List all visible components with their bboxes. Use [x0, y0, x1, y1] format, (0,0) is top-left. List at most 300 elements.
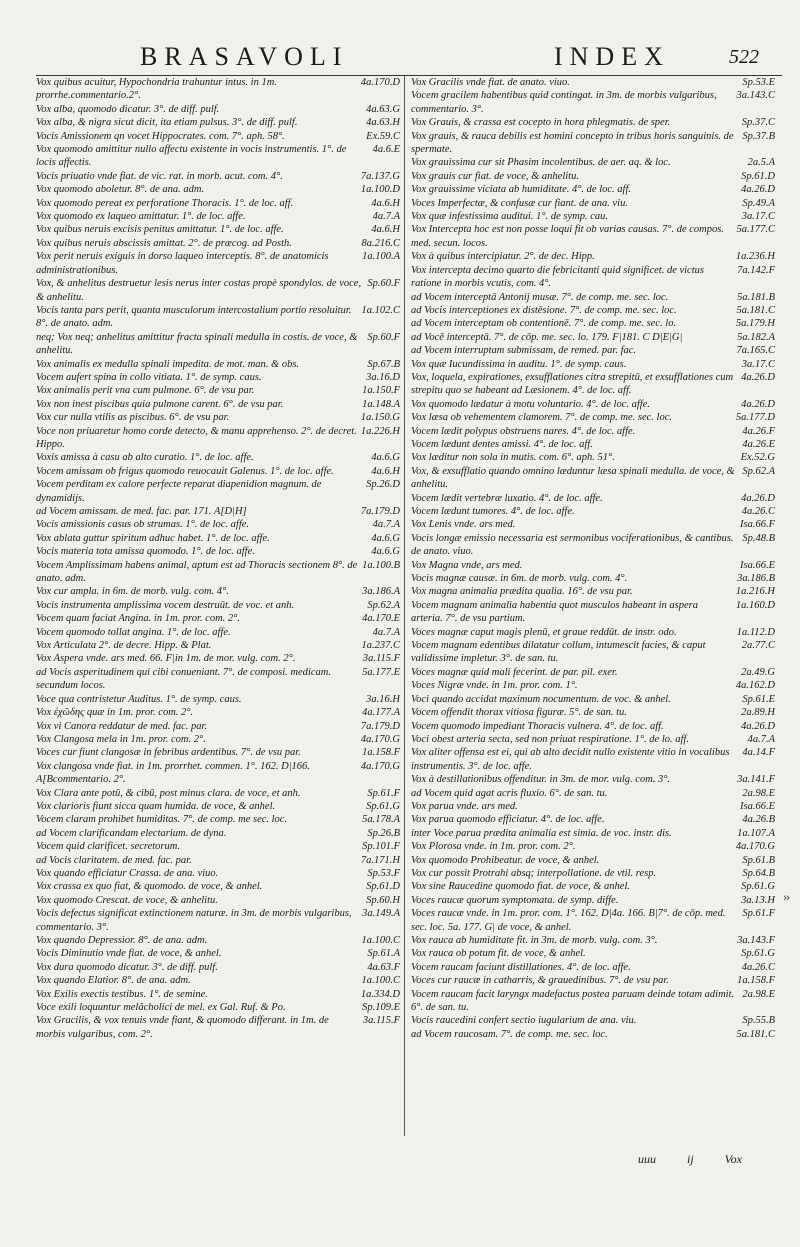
entry-reference: 4a.170.G [735, 841, 775, 853]
entry-text: Voces raucæ quorum symptomata. de symp. diffe. [411, 894, 619, 906]
entry-reference: Sp.37.C [741, 117, 775, 129]
index-entry [36, 706, 400, 719]
entry-reference: Sp.53.F [367, 867, 400, 879]
index-entry [411, 572, 775, 585]
entry-text: Vox cur nulla vtilis as piscibus. 6°. de vsu par. [36, 412, 230, 424]
entry-text: Vocem quid clarificet. secretorum. [36, 841, 180, 853]
entry-reference: 1a.100.D [360, 184, 400, 196]
index-entry [411, 505, 775, 518]
entry-text: Vox grauis, & rauca debilis est homini concepto in tribus horis sanguinis. de spermate. [411, 130, 734, 156]
running-header [18, 38, 782, 78]
entry-text: Vocem magnam animalia habentia quot musculos habeant in aspera arteria. 7°. de vsu partium. [411, 599, 698, 625]
index-entry [36, 961, 400, 974]
entry-reference: 5a.179.H [735, 318, 775, 330]
index-entry [411, 438, 775, 451]
index-entry [411, 451, 775, 464]
index-entry [411, 639, 775, 666]
entry-text: Vocis tanta pars perit, quanta musculorum intercostalium portio resoluitur. 8°. de anato. adm. [36, 304, 352, 330]
entry-reference: 7a.179.D [360, 720, 400, 732]
index-entry [411, 264, 775, 291]
page-number: 522 [729, 46, 759, 68]
entry-reference: Ex.59.C [366, 130, 400, 142]
entry-text: Vox perit neruis exiguis in dorso laqueo interceptis. 8°. de anatomicis administrationibus. [36, 251, 329, 276]
index-entry [411, 813, 775, 826]
entry-text: Vox Clara ante potū, & cibū, post minus clara. de voce, et anh. [36, 787, 301, 799]
index-entry [36, 813, 400, 826]
index-entry [411, 934, 775, 947]
header-author: BRASAVOLI [140, 42, 349, 71]
entry-text: Vox dura quomodo dicatur. 3°. de diff. pulf. [36, 961, 218, 973]
index-entry [36, 639, 400, 652]
entry-text: Voxis amissa à casu ab alto curatio. 1°. de loc. affe. [36, 452, 254, 464]
margin-mark: » [783, 890, 790, 905]
entry-text: Vox grauis cur fiat. de voce, & anhelitu. [411, 170, 579, 182]
entry-reference: Isa.66.E [740, 559, 775, 571]
entry-text: Vox quæ infestissima auditui. 1°. de symp. cau. [411, 211, 608, 223]
entry-text: Vox quomodo lædatur à motu voluntario. 4°. de loc. affe. [411, 398, 650, 410]
entry-reference: 2a.5.A [747, 157, 775, 169]
entry-reference: Isa.66.F [740, 519, 775, 531]
entry-text: Voces cur fiunt clangosæ in febribus ardentibus. 7°. de vsu par. [36, 747, 301, 759]
entry-text: Vox quibus neruis excisis penitus amittatur. 1°. de loc. affe. [36, 224, 284, 236]
entry-reference: 4a.170.G [360, 733, 400, 745]
entry-reference: 4a.170.D [360, 77, 400, 88]
entry-reference: 1a.100.B [362, 559, 400, 571]
index-entry [411, 425, 775, 438]
entry-text: neq; Vox neq; anhelitus amittitur fracta spinali medulla in costis. de voce, & anhelitu. [36, 331, 358, 357]
entry-reference: Sp.64.B [742, 867, 775, 879]
left-column [36, 76, 400, 1041]
entry-text: Vox quomodo amittitur nullo affectu existente in vocis instrumentis. 1°. de locis affectis. [36, 144, 347, 169]
entry-text: Vocem lædit vertebræ luxatio. 4°. de loc. affe. [411, 492, 603, 504]
entry-reference: 4a.6.G [371, 452, 400, 464]
entry-text: Vox rauca ob potum fit. de voce, & anhel. [411, 948, 586, 960]
entry-reference: 3a.16.D [366, 371, 400, 383]
entry-reference: 7a.179.D [360, 506, 400, 517]
entry-reference: Sp.61.D [741, 170, 775, 182]
entry-reference: 4a.26.C [741, 961, 775, 973]
entry-text: Vocem lædit polypus obstruens nares. 4°. de loc. affe. [411, 425, 636, 437]
entry-text: Vox magna animalia prædita qualia. 16°. de vsu par. [411, 586, 633, 598]
entry-text: Vocem aufert spina in collo vitiata. 1°. de symp. caus. [36, 371, 262, 383]
entry-reference: 4a.162.D [735, 680, 775, 692]
entry-reference: Sp.109.E [362, 1002, 400, 1014]
entry-text: ad Vocē interceptā. 7°. de cōp. me. sec. lo. 179. F|181. C D|E|G| [411, 331, 683, 343]
index-entry [36, 612, 400, 625]
entry-text: Vox alba, & nigra sicut dicit, ita etiam pulsus. 3°. de diff. pulf. [36, 117, 298, 129]
index-entry [411, 854, 775, 867]
entry-text: Vox quomodo aboletur. 8°. de ana. adm. [36, 184, 205, 196]
entry-text: Vox Grauis, & crassa est cocepto in hora phlegmatis. de sper. [411, 117, 671, 129]
index-entry [411, 371, 775, 398]
entry-text: Vocem lædunt tumores. 4°. de loc. affe. [411, 506, 575, 517]
entry-text: Vocem Amplissimam habens animal, aptum est ad Thoracis sectionem 8°. de anato. adm. [36, 559, 358, 585]
entry-text: Vox læditur non sola in mutis. com. 6°. aph. 51°. [411, 452, 615, 464]
entry-reference: Isa.66.E [740, 800, 775, 812]
entry-text: Vox grauissima cur sit Phasim incolentibus. de aer. aq. & loc. [411, 157, 671, 169]
index-entry [36, 720, 400, 733]
entry-reference: 5a.181.C [736, 304, 775, 316]
entry-reference: 5a.177.D [735, 412, 775, 424]
index-entry [411, 183, 775, 196]
entry-reference: 4a.6.G [371, 532, 400, 544]
index-entry [411, 974, 775, 987]
entry-text: Voces Nigræ vnde. in 1m. pror. com. 1°. [411, 680, 578, 692]
index-entry [411, 344, 775, 357]
entry-text: Voci quando accidat maximum nocumentum. de voc. & anhel. [411, 693, 671, 705]
entry-text: Vox quando Depressior. 8°. de ana. adm. [36, 935, 208, 946]
entry-reference: 1a.158.F [362, 747, 400, 759]
entry-reference: 4a.177.A [362, 707, 400, 719]
index-entry [36, 760, 400, 787]
index-entry [411, 599, 775, 626]
entry-text: Vocem magnam edentibus dilatatur collum, intumescit facies, & caput validissime impletur. 3°. de san. tu. [411, 640, 706, 665]
entry-reference: 5a.177.E [362, 666, 400, 678]
entry-text: Vox animalis perit vna cum pulmone. 6°. de vsu par. [36, 385, 255, 397]
entry-text: Vocis longæ emissio necessaria est sermonibus vociferationibus, & cantibus. de anato. viuo. [411, 532, 734, 558]
entry-reference: 8a.216.C [361, 237, 400, 249]
index-entry [36, 116, 400, 129]
index-entry [411, 827, 775, 840]
index-entry [36, 934, 400, 947]
entry-text: Vox Intercepta hoc est non posse loqui fit ob varias causas. 7°. de compos. med. secun. locos. [411, 224, 724, 249]
entry-text: Vox Exilis exectis testibus. 1°. de semine. [36, 988, 208, 1000]
header-title: INDEX [554, 42, 670, 71]
entry-text: Vocem gracilem habentibus quid contingat. in 3m. de morbis vulgaribus, commentario. 3°. [411, 90, 717, 115]
index-entry [411, 89, 775, 116]
entry-text: ad Vocem interceptā Antonij musæ. 7°. de comp. me. sec. loc. [411, 291, 669, 303]
index-entry [36, 277, 400, 304]
index-entry [411, 156, 775, 169]
entry-text: ad Vocem amissam. de med. fac. par. 171. A[D|H] [36, 506, 247, 517]
index-entry [411, 880, 775, 893]
entry-reference: 1a.150.G [360, 412, 400, 424]
entry-text: Vox cur possit Protrahi absq; interpollatione. de vtil. resp. [411, 867, 657, 879]
entry-reference: Sp.26.B [367, 827, 400, 839]
entry-reference: Sp.61.A [367, 948, 400, 960]
index-entry [36, 894, 400, 907]
entry-reference: Sp.61.F [742, 908, 775, 920]
entry-text: Vox quando efficiatur Crassa. de ana. viuo. [36, 867, 219, 879]
page-footer [638, 1152, 742, 1167]
index-entry [36, 599, 400, 612]
entry-text: ad Vocem quid agat acris fluxio. 6°. de san. tu. [411, 787, 608, 799]
index-entry [36, 947, 400, 960]
entry-text: Vocis defectus significat extinctionem naturæ. in 3m. de morbis vulgaribus, commentario. 3°. [36, 908, 352, 933]
index-entry [36, 451, 400, 464]
entry-reference: 4a.7.A [747, 733, 775, 745]
entry-reference: 4a.63.G [366, 103, 400, 115]
entry-text: Vox quomodo Prohibeatur. de voce, & anhel. [411, 854, 600, 866]
entry-reference: Sp.60.H [366, 894, 400, 906]
index-entry [411, 787, 775, 800]
entry-reference: 4a.26.D [741, 492, 775, 504]
entry-reference: 4a.170.E [362, 613, 400, 625]
index-entry [36, 867, 400, 880]
entry-reference: Sp.61.D [366, 881, 400, 893]
index-entry [36, 371, 400, 384]
index-entry [411, 800, 775, 813]
entry-reference: Sp.60.F [367, 331, 400, 343]
index-entry [36, 505, 400, 518]
entry-reference: Sp.61.E [742, 693, 775, 705]
entry-text: Vocem raucam facit laryngx madefactus postea paruam deinde totam adimit. 6°. de san. tu. [411, 988, 735, 1014]
entry-reference: 4a.7.A [372, 519, 400, 531]
entry-reference: 4a.26.F [742, 425, 775, 437]
entry-text: Vocis magnæ causæ. in 6m. de morb. vulg. com. 4°. [411, 573, 628, 585]
entry-reference: 1a.100.A [362, 251, 400, 263]
entry-reference: 1a.100.C [361, 935, 400, 946]
entry-reference: 3a.16.H [366, 693, 400, 705]
entry-reference: 3a.186.B [737, 573, 775, 585]
index-entry [36, 974, 400, 987]
index-entry [36, 210, 400, 223]
index-entry [411, 518, 775, 531]
index-entry [36, 907, 400, 934]
entry-reference: 1a.236.H [735, 251, 775, 263]
index-entry [411, 988, 775, 1015]
entry-text: Vocem quam faciat Angina. in 1m. pror. com. 2°. [36, 613, 240, 625]
index-entry [411, 317, 775, 330]
entry-reference: 2a.98.E [742, 988, 775, 1000]
entry-text: ad Vocem interruptam submissam, de remed. par. fac. [411, 345, 637, 357]
index-entry [36, 559, 400, 586]
entry-text: Vocem offendit thorax vitiosa figuræ. 5°. de san. tu. [411, 707, 627, 719]
index-entry [36, 103, 400, 116]
entry-reference: 5a.182.A [737, 331, 775, 343]
index-entry [411, 331, 775, 344]
entry-reference: 2a.98.E [742, 787, 775, 799]
entry-text: Vox ἐχῶδης quæ in 1m. pror. com. 2°. [36, 707, 194, 719]
entry-reference: Sp.55.B [742, 1015, 775, 1027]
index-entry [411, 720, 775, 733]
entry-reference: 1a.334.D [360, 988, 400, 1000]
entry-text: Vox quomodo ex laqueo amittatur. 1°. de loc. affe. [36, 211, 246, 223]
entry-reference: 4a.26.D [741, 184, 775, 196]
index-entry [411, 532, 775, 559]
entry-reference: 7a.171.H [360, 854, 400, 866]
entry-text: Vox quibus acuitur, Hypochondria trahuntur intus. in 1m. prorrhe.commentario.2°. [36, 77, 277, 102]
entry-text: ad Vocem clarificandam electarium. de dyna. [36, 827, 227, 839]
entry-reference: 4a.6.H [371, 224, 400, 236]
entry-text: Vox quomodo pereat ex perforatione Thoracis. 1°. de loc. aff. [36, 197, 294, 209]
entry-reference: Sp.60.F [367, 278, 400, 290]
index-entry [36, 666, 400, 693]
index-entry [36, 76, 400, 103]
entry-text: ad Vocis claritatem. de med. fac. par. [36, 854, 192, 866]
index-entry [411, 666, 775, 679]
index-entry [411, 706, 775, 719]
index-entry [36, 827, 400, 840]
entry-text: Voces raucæ vnde. in 1m. pror. com. 1°. 162. D|4a. 166. B|7°. de cōp. med. sec. loc. 5a. 177. G| de voce, & anhel. [411, 908, 726, 933]
entry-reference: 4a.6.E [372, 144, 400, 156]
entry-reference: Sp.61.G [366, 800, 400, 812]
entry-text: Vox non inest piscibus quia pulmone carent. 6°. de vsu par. [36, 398, 284, 410]
index-entry [411, 867, 775, 880]
entry-reference: Sp.61.B [742, 854, 775, 866]
index-entry [411, 840, 775, 853]
index-entry [411, 773, 775, 786]
entry-text: Vocis materia tota amissa quomodo. 1°. de loc. affe. [36, 546, 255, 558]
index-entry [36, 585, 400, 598]
entry-text: ad Vocis interceptiones ex distēsione. 7°. de comp. me. sec. loc. [411, 304, 677, 316]
entry-text: Vox Gracilis, & vox tenuis vnde fiant, & quomodo differant. in 1m. de morbis vulgaribus, com. 2°. [36, 1015, 329, 1040]
entry-reference: 4a.26.C [741, 506, 775, 517]
index-entry [36, 143, 400, 170]
entry-text: Vox, & anhelitus destruetur lesis nerus inter costas propè spondylos. de voce, & anhelitu. [36, 278, 362, 303]
index-entry [36, 800, 400, 813]
index-entry [36, 478, 400, 505]
entry-text: Vox alba, quomodo dicatur. 3°. de diff. pulf. [36, 103, 220, 115]
entry-reference: 3a.115.F [362, 1015, 400, 1027]
entry-text: Vocem claram prohibet humiditas. 7°. de comp. me sec. loc. [36, 814, 288, 826]
entry-text: Voces magnæ caput magis plenū, et graue reddūt. de instr. odo. [411, 626, 677, 638]
index-entry [411, 1014, 775, 1027]
entry-text: Vocem lædunt dentes amissi. 4°. de loc. aff. [411, 438, 593, 450]
entry-text: Vox parua quomodo efficiatur. 4°. de loc. affe. [411, 814, 605, 826]
entry-reference: Sp.62.A [742, 465, 775, 477]
index-entry [36, 787, 400, 800]
entry-reference: 3a.186.A [362, 586, 400, 598]
entry-reference: 1a.148.A [362, 398, 400, 410]
entry-text: Vox animalis ex medulla spinali impedita. de mot. man. & obs. [36, 358, 300, 370]
index-entry [36, 693, 400, 706]
entry-reference: Sp.53.E [742, 77, 775, 88]
entry-reference: 4a.63.F [367, 961, 400, 973]
index-entry [36, 384, 400, 397]
entry-text: Voces cur raucæ in catharris, & grauedinibus. 7°. de vsu par. [411, 975, 669, 987]
entry-reference: 3a.141.F [737, 774, 775, 786]
entry-text: Vox quibus neruis abscissis amittat. 2°. de præcog. ad Posth. [36, 237, 292, 249]
index-entry [411, 210, 775, 223]
entry-text: Vox Lenis vnde. ars med. [411, 519, 516, 531]
entry-reference: 2a.77.C [741, 640, 775, 652]
entry-text: Vox cur ampla. in 6m. de morb. vulg. com. 4°. [36, 586, 229, 598]
entry-reference: 1a.216.H [735, 586, 775, 598]
entry-reference: Sp.101.F [362, 841, 400, 853]
entry-text: Vox vi Canora reddatur de med. fac. par. [36, 720, 208, 732]
index-entry [411, 585, 775, 598]
entry-text: Voces Imperfectæ, & confusæ cur fiant. de ana. viu. [411, 197, 628, 209]
index-entry [411, 693, 775, 706]
entry-text: Voces magnæ quid mali fecerint. de par. pil. exer. [411, 666, 618, 678]
entry-reference: 3a.17.C [741, 358, 775, 370]
entry-reference: Sp.67.B [367, 358, 400, 370]
entry-reference: 2a.49.G [741, 666, 775, 678]
index-entry [36, 626, 400, 639]
index-entry [411, 76, 775, 89]
index-entry [36, 1014, 400, 1041]
catchword: Vox [724, 1152, 742, 1166]
entry-reference: 3a.143.C [736, 90, 775, 102]
index-entry [411, 398, 775, 411]
entry-reference: Sp.26.D [366, 479, 400, 491]
entry-reference: 5a.177.C [736, 224, 775, 236]
entry-reference: 5a.181.C [736, 1028, 775, 1040]
entry-text: Vox Articulata 2°. de decre. Hipp. & Plat. [36, 640, 212, 652]
index-entry [36, 518, 400, 531]
index-entry [36, 398, 400, 411]
entry-reference: 4a.6.H [371, 465, 400, 477]
index-entry [411, 733, 775, 746]
entry-reference: Ex.52.G [740, 452, 775, 464]
entry-reference: 4a.26.E [742, 438, 775, 450]
index-entry [411, 130, 775, 157]
entry-text: Vocis amissionis casus ob strumas. 1°. de loc. affe. [36, 519, 250, 531]
index-entry [411, 492, 775, 505]
index-entry [36, 358, 400, 371]
index-entry [36, 130, 400, 143]
entry-reference: 3a.13.H [741, 894, 775, 906]
index-entry [36, 331, 400, 358]
index-entry [36, 840, 400, 853]
index-entry [411, 223, 775, 250]
entry-text: Voce qua contristetur Auditus. 1°. de symp. caus. [36, 693, 242, 705]
entry-reference: 4a.170.G [360, 760, 400, 772]
entry-text: Vocis priuatio vnde fiat. de vic. rat. in morb. acut. com. 4°. [36, 170, 283, 182]
index-entry [411, 291, 775, 304]
index-entry [411, 626, 775, 639]
entry-reference: 1a.237.C [361, 640, 400, 652]
entry-text: Vocis Diminutio vnde fiat. de voce, & anhel. [36, 948, 222, 960]
entry-reference: 5a.181.B [737, 291, 775, 303]
entry-text: Vox, loquela, expirationes, exsufflationes citra strepitū, et exsufflationes cum strepitu quo se habeant ad Læsionem. 4°. de loc. aff. [411, 371, 734, 397]
entry-text: Vox à quibus intercipiatur. 2°. de dec. Hipp. [411, 251, 595, 263]
entry-reference: Sp.61.G [741, 948, 775, 960]
entry-text: Vox Plorosa vnde. in 1m. pror. com. 2°. [411, 841, 576, 853]
entry-text: ad Vocem raucosam. 7°. de comp. me. sec. loc. [411, 1028, 608, 1040]
entry-reference: 1a.112.D [736, 626, 775, 638]
signature-mark: uuu ij [638, 1152, 694, 1166]
index-entry [36, 183, 400, 196]
entry-text: Vox Gracilis vnde fiat. de anato. viuo. [411, 77, 570, 88]
right-column [411, 76, 775, 1041]
entry-text: Vox intercepta decimo quarto die febricitanti quid significet. de victus ratione in morbis vcutis, com. 4°. [411, 264, 704, 290]
index-page [18, 30, 782, 1220]
entry-text: ad Vocem interceptam ob contentionē. 7°. de comp. me. sec. lo. [411, 318, 677, 330]
entry-text: Voce non priuaretur homo corde detecto, & manu apprehenso. 2°. de decret. Hippo. [36, 425, 357, 450]
index-entry [411, 304, 775, 317]
column-divider [404, 76, 405, 1136]
index-entry [36, 880, 400, 893]
index-entry [36, 1001, 400, 1014]
entry-text: Vox clarioris fiunt sicca quam humida. de voce, & anhel. [36, 800, 276, 812]
entry-text: Vocis Amissionem qn vocet Hippocrates. com. 7°. aph. 58°. [36, 130, 285, 142]
index-entry [411, 947, 775, 960]
entry-text: Vox sine Raucedine quomodo fiat. de voce, & anhel. [411, 881, 630, 893]
entry-text: Vocis raucedini confert sectio iugularium de ana. viu. [411, 1015, 637, 1027]
index-entry [411, 411, 775, 424]
entry-text: Voci obest arteria secta, sed non priuat respiratione. 1°. de lo. aff. [411, 733, 689, 745]
entry-text: Vox Clangosa mela in 1m. pror. com. 2°. [36, 733, 206, 745]
entry-text: ad Vocis asperitudinem qui cibi conueniant. 7°. de composi. medicam. secundum locos. [36, 666, 331, 692]
entry-text: Vox, & exsufflatio quando omnino læduntur læsa spinali medulla. de voce, & anhelitu. [411, 465, 735, 491]
entry-reference: 7a.165.C [736, 345, 775, 357]
entry-reference: 3a.143.F [737, 935, 775, 946]
entry-text: Vox quæ Iucundissima in auditu. 1°. de symp. caus. [411, 358, 627, 370]
index-entry [411, 465, 775, 492]
entry-reference: Sp.62.A [367, 599, 400, 611]
index-entry [36, 746, 400, 759]
entry-text: Vox læsa ob vehementem clamorem. 7°. de comp. me. sec. loc. [411, 412, 672, 424]
entry-reference: 1a.102.C [361, 304, 400, 316]
index-entry [411, 250, 775, 263]
index-entry [411, 170, 775, 183]
entry-reference: 3a.149.A [362, 908, 400, 920]
index-entry [411, 907, 775, 934]
index-entry [411, 894, 775, 907]
entry-reference: Sp.49.A [742, 197, 775, 209]
